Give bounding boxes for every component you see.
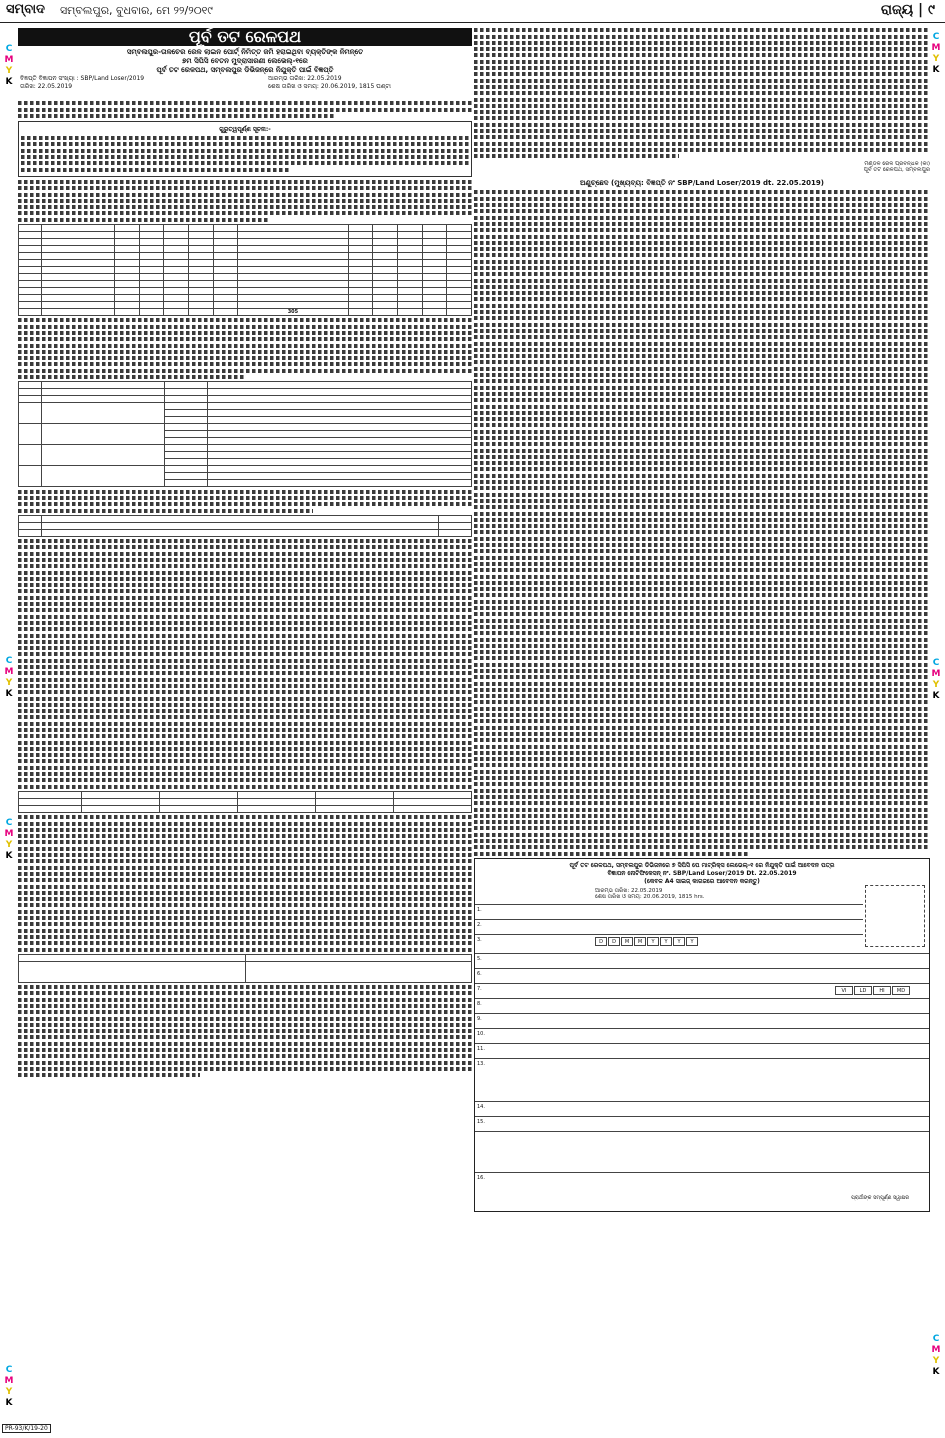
right-column [474, 26, 930, 1212]
marks-table [18, 791, 472, 813]
fee-table [18, 515, 472, 537]
disability-boxes: VI LD HI MD [835, 986, 911, 995]
photo-box [865, 885, 925, 947]
body-text [18, 490, 472, 513]
notice-date: ତାରିଖ: 22.05.2019 [20, 83, 73, 90]
registration-mark: C M Y K [4, 656, 14, 699]
left-column [18, 26, 472, 1080]
opening-date: ଆରମ୍ଭ ତାରିଖ: 22.05.2019 [268, 75, 342, 82]
notice-banner: ପୂର୍ବ ତଟ ରେଳପଥ [18, 28, 472, 46]
notification-number: ବିଜ୍ଞପ୍ତି ବିଜ୍ଞାପନ ସଂଖ୍ୟା : SBP/Land Loser/2019 [20, 75, 145, 82]
body-text [18, 815, 472, 951]
candidate-signature-label: ପ୍ରାର୍ଥୀଙ୍କ ସମ୍ପୂର୍ଣ୍ଣ ସ୍ୱାକ୍ଷର [851, 1194, 909, 1201]
dateline: ସମ୍ବଲପୁର, ବୁଧବାର, ମେ ୨୨/୨୦୧୯ [60, 4, 213, 17]
registration-mark: C M Y K [931, 658, 941, 701]
body-text [18, 985, 472, 1077]
section-label: ରାଜ୍ୟ | ୯ [880, 2, 935, 18]
closing-date: ଶେଷ ତାରିଖ ଓ ସମୟ: 20.06.2019, 1815 ଘଣ୍ଟା [268, 83, 391, 90]
notice-subhead: ସମ୍ବଲପୁର-ତାଳଚେର ରେଳ ଲାଇନ ପୋର୍ଟ୍ ନିମିତ୍ତ ଜମି ହରାଇଥିବା ବ୍ୟକ୍ତିଙ୍କ ନିମନ୍ତେ [126, 48, 364, 56]
body-text [474, 190, 930, 855]
notice-meta [18, 75, 472, 99]
form-heading: ପୂର୍ବ ତଟ ରେଳପଥ, ସମ୍ବଲପୁର ଡିଭିଜନରେ ୭ ସିପିସି ପେ ମାଟ୍ରିକ୍ସ ଲେଭେଲ୍-୧ ରେ ନିଯୁକ୍ତି ପାଇଁ ଆବେଦନ ପତ୍ର ବିଜ୍ଞାପନ ନୋଟିଫିକେସନ୍ ନଂ. SBP/Land Loser/2019 Dt. 22.05.2019 (କେବଳ A4 ସାଇଜ୍ କାଗଜରେ ଆବେଦନ କରନ୍ତୁ) [569, 861, 835, 885]
body-text [18, 539, 472, 789]
issuer-signature: ମଣ୍ଡଳ ରେଳ ପ୍ରବନ୍ଧକ (କା) ପୂର୍ବ ତଟ ରେଳପଥ, ସମ୍ବଲପୁର [863, 160, 930, 173]
registration-mark: C M Y K [931, 32, 941, 75]
body-text [474, 28, 930, 158]
registration-mark: C M Y K [4, 818, 14, 861]
intro-paragraph [18, 101, 472, 118]
form-dates: ଆରମ୍ଭ ତାରିଖ: 22.05.2019 ଶେଷ ତାରିଖ ଓ ସମୟ: 20.06.2019, 1815 hrs. [595, 887, 705, 901]
important-note-box [18, 121, 472, 177]
annexure-heading: ଅଣୁଚ୍ଛେଦ (ମୁଖ୍ୟବ୍ୟ: ବିଜ୍ଞପ୍ତି ନଂ SBP/Land Loser/2019 dt. 22.05.2019) [580, 179, 824, 188]
vacancy-table [18, 224, 472, 316]
registration-mark: C M Y K [931, 1334, 941, 1377]
notice-subhead: ପୂର୍ବ ତଟ ରେଳପଥ, ସମ୍ବଲପୁର ଡିଭିଜନ୍‌ରେ ନିଯୁକ୍ତି ପାଇଁ ବିଜ୍ଞପ୍ତି [156, 66, 334, 74]
registration-mark: C M Y K [4, 1365, 14, 1408]
application-form: ପୂର୍ବ ତଟ ରେଳପଥ, ସମ୍ବଲପୁର ଡିଭିଜନରେ ୭ ସିପିସି ପେ ମାଟ୍ରିକ୍ସ ଲେଭେଲ୍-୧ ରେ ନିଯୁକ୍ତି ପାଇଁ ଆବେଦନ ପତ୍ର ବିଜ୍ଞାପନ ନୋଟିଫିକେସନ୍ ନଂ. SBP/Land Loser/2019 Dt. 22.05.2019 (କେବଳ A4 ସାଇଜ୍ କାଗଜରେ ଆବେଦନ କରନ୍ତୁ) ଆରମ୍ଭ ତାରିଖ: 22.05.2019 ଶେଷ ତାରିଖ ଓ ସମୟ: 20.06.2019, 1815 hrs. 1. 2. 3. D D M M Y Y Y Y 5. 6. 7. VI LD HI MD 8. 9. 10. 11. 13. 14. 15. 16. ପ୍ରାର୍ଥୀଙ୍କ ସମ୍ପୂର୍ଣ୍ଣ ସ୍ୱାକ୍ଷର [474, 858, 930, 1212]
dob-boxes: D D M M Y Y Y Y [595, 937, 699, 946]
registration-mark: C M Y K [4, 44, 14, 87]
physical-test-table [18, 954, 472, 983]
newspaper-logo: ସମ୍ବାଦ [6, 2, 45, 17]
table-total: 305 [238, 309, 348, 316]
body-text [18, 318, 472, 379]
masthead [0, 0, 945, 23]
notice-subhead: ୭ମ ସିପିସି ବେତନ ମୁଦ୍ରାସାରଣୀ ଲେଭେଲ୍-୧ରେ [182, 57, 308, 65]
age-relaxation-table [18, 381, 472, 487]
important-note-title: ଗୁରୁତ୍ୱପୂର୍ଣ୍ଣ ସୂଚନା:- [219, 125, 271, 133]
body-text [18, 180, 472, 222]
footer-code: PR-93/K/19-20 [2, 1424, 51, 1433]
